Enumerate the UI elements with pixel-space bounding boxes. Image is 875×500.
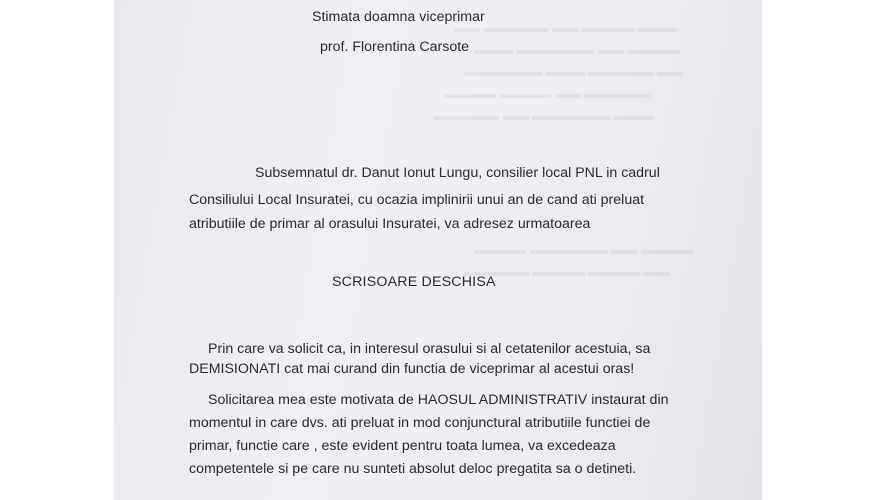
letter-title: SCRISOARE DESCHISA — [332, 274, 496, 290]
letter-page: ▬▬▬ ▬▬▬▬ ▬▬ ▬▬▬▬▬ ▬▬ ▬▬▬▬ ▬▬ ▬▬▬▬▬▬ ▬▬▬ ▬▬ ▬▬▬▬▬ ▬▬▬ ▬▬▬▬▬▬ ▬▬▬▬▬ ▬▬ ▬▬▬▬ ▬▬▬▬ ▬▬▬ ▬▬▬▬▬▬ ▬▬ ▬▬▬▬▬ ▬▬▬▬ ▬▬ ▬▬▬▬▬▬ ▬▬▬▬ ▬▬ ▬▬▬▬ ▬▬▬▬ ▬▬▬▬▬ Stimata doamna viceprimar prof. Florentina Carsote Subsemnatul dr. Danut Ionut Lungu, consilier local PNL in cadrul Consiliului Local Insuratei, cu ocazia implinirii unui an de cand ati preluat atributiile de primar al orasului Insuratei, va adresez urmatoarea SCRISOARE DESCHISA Prin care va solicit ca, in interesul orasului si al cetatenilor acestuia, sa DEMISIONATI cat mai curand din functia de viceprimar al acestui oras! Solicitarea mea este motivata de HAOSUL ADMINISTRATIV instaurat din momentul in care dvs. ati preluat in mod conjunctural atributiile functiei de primar, functie care , este evident pentru toata lumea, va excedeaza competentele si pe care nu sunteti absolut deloc pregatita sa o detineti. — [114, 0, 762, 500]
request-line: Prin care va solicit ca, in interesul orasului si al cetatenilor acestuia, sa — [208, 341, 651, 357]
motivation-line: primar, functie care , este evident pentru toata lumea, va excedeaza — [189, 438, 616, 454]
salutation-line-1: Stimata doamna viceprimar — [312, 9, 485, 25]
intro-line: Consiliului Local Insuratei, cu ocazia implinirii unui an de cand ati preluat — [189, 192, 645, 208]
motivation-line: competentele si pe care nu sunteti absolut deloc pregatita sa o detineti. — [189, 461, 637, 477]
intro-line: Subsemnatul dr. Danut Ionut Lungu, consilier local PNL in cadrul — [255, 165, 660, 181]
salutation-line-2: prof. Florentina Carsote — [320, 39, 470, 55]
motivation-line: momentul in care dvs. ati preluat in mod conjunctural atributiile functiei de — [189, 415, 651, 431]
request-line: DEMISIONATI cat mai curand din functia de viceprimar al acestui oras! — [189, 361, 635, 377]
intro-line: atributiile de primar al orasului Insuratei, va adresez urmatoarea — [189, 216, 591, 232]
motivation-line: Solicitarea mea este motivata de HAOSUL ADMINISTRATIV instaurat din — [208, 392, 669, 408]
